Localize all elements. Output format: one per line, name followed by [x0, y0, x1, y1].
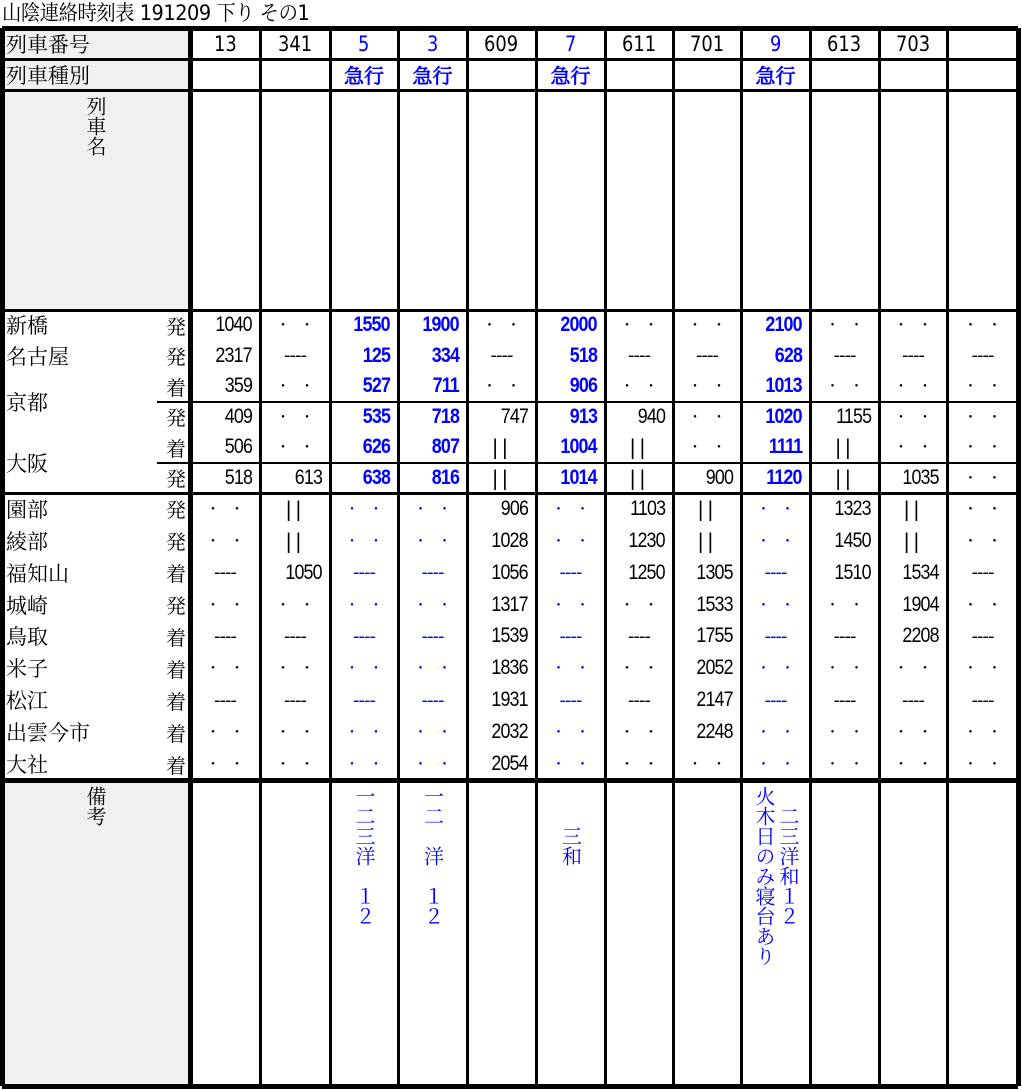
grid-line-v — [259, 28, 262, 1086]
grid-line-h — [2, 778, 1018, 783]
grid-line-h — [2, 26, 1018, 31]
not-stopping-mark: ・・ — [825, 661, 874, 678]
not-stopping-mark: ・・ — [276, 725, 324, 742]
pass-through-mark: || — [491, 465, 512, 490]
time-cell: 1020 — [765, 404, 802, 428]
pass-through-mark: || — [834, 435, 855, 460]
train-number: 9 — [769, 31, 782, 56]
not-stopping-mark: ・・ — [413, 597, 462, 614]
arr-dep-mark: 発 — [166, 498, 186, 523]
not-via-mark: ---- — [971, 562, 994, 584]
train-type — [810, 59, 879, 90]
not-stopping-mark: ・・ — [894, 725, 942, 742]
time-cell: 1056 — [491, 560, 528, 584]
not-stopping-mark: ・・ — [756, 501, 805, 518]
not-via-mark: ---- — [902, 689, 924, 711]
arr-dep-mark: 着 — [166, 753, 186, 778]
pass-through-mark: || — [629, 435, 649, 460]
not-stopping-mark: ・・ — [825, 757, 874, 774]
not-stopping-mark: ・・ — [276, 409, 324, 426]
not-stopping-mark: ・・ — [963, 757, 1012, 774]
pass-through-mark: || — [903, 496, 923, 521]
train-name-label: 列車名 — [83, 96, 107, 156]
not-via-mark: ---- — [628, 625, 650, 647]
not-stopping-mark: ・・ — [894, 379, 942, 396]
not-via-mark: ---- — [902, 345, 924, 367]
not-stopping-mark: ・・ — [894, 661, 942, 678]
time-cell: 506 — [224, 435, 252, 459]
not-via-mark: ---- — [971, 345, 994, 367]
not-stopping-mark: ・・ — [688, 379, 736, 396]
time-cell: 900 — [705, 465, 733, 489]
grid-line-v — [878, 28, 881, 1086]
station-name: 米子 — [6, 657, 48, 682]
not-via-mark: ---- — [559, 689, 582, 711]
not-stopping-mark: ・・ — [963, 409, 1012, 426]
not-stopping-mark: ・・ — [276, 318, 324, 335]
train-number-label: 列車番号 — [6, 32, 90, 57]
not-via-mark: ---- — [559, 562, 582, 584]
time-cell: 2317 — [215, 343, 252, 367]
train-remarks: 一二 洋 １２ — [420, 786, 445, 926]
not-stopping-mark: ・・ — [345, 501, 393, 518]
not-via-mark: ---- — [696, 345, 718, 367]
not-stopping-mark: ・・ — [276, 440, 324, 457]
not-stopping-mark: ・・ — [413, 725, 462, 742]
not-stopping-mark: ・・ — [963, 725, 1012, 742]
not-stopping-mark: ・・ — [276, 757, 324, 774]
not-stopping-mark: ・・ — [756, 533, 805, 550]
grid-line-h — [2, 58, 1018, 61]
arr-dep-mark: 発 — [166, 406, 186, 431]
not-stopping-mark: ・・ — [825, 597, 874, 614]
not-via-mark: ---- — [559, 625, 582, 647]
not-stopping-mark: ・・ — [963, 379, 1012, 396]
time-cell: 535 — [362, 404, 390, 428]
not-stopping-mark: ・・ — [551, 533, 600, 550]
grid-line-v — [329, 28, 332, 1086]
not-stopping-mark: ・・ — [825, 318, 874, 335]
time-cell: 1323 — [834, 496, 871, 520]
time-cell: 1155 — [836, 404, 871, 428]
train-number: 5 — [358, 31, 370, 56]
time-cell: 626 — [362, 435, 390, 459]
not-stopping-mark: ・・ — [963, 440, 1012, 457]
station-name: 大阪 — [6, 451, 48, 476]
time-cell: 711 — [432, 374, 459, 398]
not-stopping-mark: ・・ — [620, 757, 668, 774]
time-cell: 1111 — [768, 435, 802, 459]
station-name: 福知山 — [6, 561, 69, 586]
arr-dep-mark: 発 — [166, 345, 186, 370]
time-cell: 125 — [362, 343, 390, 367]
station-name: 京都 — [6, 390, 48, 415]
grid-line-v — [0, 28, 5, 1086]
time-cell: 718 — [431, 404, 459, 428]
not-stopping-mark: ・・ — [825, 725, 874, 742]
grid-line-h — [2, 1084, 1018, 1089]
not-stopping-mark: ・・ — [345, 533, 393, 550]
not-stopping-mark: ・・ — [825, 379, 874, 396]
grid-line-v — [604, 28, 607, 1086]
pass-through-mark: || — [629, 465, 649, 490]
time-cell: 518 — [569, 343, 597, 367]
time-cell: 1534 — [902, 560, 939, 584]
train-number: 7 — [564, 31, 577, 56]
train-number: 611 — [621, 31, 657, 56]
station-name: 綾部 — [6, 529, 48, 554]
time-cell: 906 — [569, 374, 597, 398]
not-stopping-mark: ・・ — [894, 440, 942, 457]
time-cell: 1510 — [834, 560, 871, 584]
train-number: 703 — [895, 31, 931, 56]
not-via-mark: ---- — [971, 689, 994, 711]
train-number: 701 — [689, 31, 725, 56]
time-cell: 2052 — [696, 656, 733, 680]
not-stopping-mark: ・・ — [276, 379, 324, 396]
station-name: 出雲今市 — [6, 721, 90, 746]
not-stopping-mark: ・・ — [963, 661, 1012, 678]
station-name: 大社 — [6, 753, 48, 778]
time-cell: 1120 — [766, 465, 802, 489]
grid-line-v — [809, 28, 812, 1086]
time-cell: 1230 — [628, 528, 665, 552]
time-cell: 1900 — [422, 313, 459, 337]
not-via-mark: ---- — [833, 345, 856, 367]
pass-through-mark: || — [834, 465, 855, 490]
time-cell: 1250 — [628, 560, 665, 584]
not-via-mark: ---- — [628, 689, 650, 711]
pass-through-mark: || — [285, 528, 305, 553]
arr-dep-mark: 着 — [166, 375, 186, 400]
not-stopping-mark: ・・ — [963, 501, 1012, 518]
train-type: 急行 — [550, 64, 591, 88]
time-cell: 2100 — [765, 313, 802, 337]
time-cell: 527 — [362, 374, 390, 398]
time-cell: 807 — [431, 435, 459, 459]
not-via-mark: ---- — [833, 689, 856, 711]
not-via-mark: ---- — [214, 625, 236, 647]
not-stopping-mark: ・・ — [756, 661, 805, 678]
time-cell: 1550 — [353, 313, 390, 337]
not-stopping-mark: ・・ — [482, 379, 531, 396]
not-stopping-mark: ・・ — [206, 661, 254, 678]
not-stopping-mark: ・・ — [620, 379, 668, 396]
not-stopping-mark: ・・ — [345, 725, 393, 742]
not-stopping-mark: ・・ — [345, 597, 393, 614]
grid-line-h — [2, 89, 1018, 92]
not-via-mark: ---- — [353, 689, 375, 711]
train-number: 13 — [213, 31, 237, 56]
not-via-mark: ---- — [764, 689, 787, 711]
time-cell: 2054 — [491, 752, 528, 776]
not-stopping-mark: ・・ — [894, 318, 942, 335]
not-stopping-mark: ・・ — [551, 725, 600, 742]
not-stopping-mark: ・・ — [688, 318, 736, 335]
arr-dep-mark: 発 — [166, 467, 186, 492]
remarks-label: 備考 — [83, 786, 107, 826]
pass-through-mark: || — [697, 528, 717, 553]
not-via-mark: ---- — [490, 345, 513, 367]
train-remarks: 二三洋和１２ — [776, 786, 800, 926]
not-stopping-mark: ・・ — [894, 409, 942, 426]
time-cell: 2248 — [696, 720, 733, 744]
not-stopping-mark: ・・ — [413, 533, 462, 550]
time-cell: 1450 — [834, 528, 871, 552]
grid-line-h — [2, 309, 1018, 312]
train-number: 3 — [426, 31, 439, 56]
train-type — [947, 59, 1018, 90]
not-stopping-mark: ・・ — [206, 597, 254, 614]
not-via-mark: ---- — [284, 625, 306, 647]
train-number: 609 — [484, 31, 519, 56]
train-type — [879, 59, 947, 90]
not-stopping-mark: ・・ — [551, 597, 600, 614]
time-cell: 1035 — [902, 465, 939, 489]
not-stopping-mark: ・・ — [963, 597, 1012, 614]
train-type — [260, 59, 330, 90]
grid-line-h — [157, 462, 1018, 464]
not-stopping-mark: ・・ — [206, 501, 254, 518]
station-name: 新橋 — [6, 314, 48, 339]
time-cell: 1904 — [902, 592, 939, 616]
train-type — [190, 59, 260, 90]
not-via-mark: ---- — [421, 562, 444, 584]
time-cell: 1040 — [215, 313, 252, 337]
arr-dep-mark: 着 — [166, 436, 186, 461]
not-stopping-mark: ・・ — [894, 757, 942, 774]
arr-dep-mark: 発 — [166, 314, 186, 339]
not-stopping-mark: ・・ — [551, 757, 600, 774]
station-name: 城崎 — [6, 593, 48, 618]
not-stopping-mark: ・・ — [963, 533, 1012, 550]
arr-dep-mark: 発 — [166, 594, 186, 619]
grid-line-v — [672, 28, 675, 1086]
time-cell: 906 — [500, 496, 528, 520]
time-cell: 1028 — [491, 528, 528, 552]
not-stopping-mark: ・・ — [963, 470, 1012, 487]
not-stopping-mark: ・・ — [620, 661, 668, 678]
not-stopping-mark: ・・ — [963, 318, 1012, 335]
train-number — [947, 28, 1018, 59]
time-cell: 359 — [224, 374, 252, 398]
train-number: 341 — [277, 31, 313, 56]
station-name: 鳥取 — [6, 625, 48, 650]
not-stopping-mark: ・・ — [276, 661, 324, 678]
train-type — [605, 59, 673, 90]
train-type: 急行 — [412, 64, 453, 88]
not-via-mark: ---- — [833, 625, 856, 647]
time-cell: 1539 — [491, 624, 528, 648]
train-remarks: 一二三洋 １２ — [352, 786, 376, 926]
pass-through-mark: || — [285, 496, 305, 521]
timetable-grid — [2, 28, 1018, 1086]
not-via-mark: ---- — [353, 562, 375, 584]
not-stopping-mark: ・・ — [206, 725, 254, 742]
train-type: 急行 — [755, 64, 796, 88]
time-cell: 1014 — [560, 465, 597, 489]
time-cell: 1931 — [491, 688, 528, 712]
time-cell: 2000 — [560, 313, 597, 337]
time-cell: 1836 — [491, 656, 528, 680]
not-via-mark: ---- — [284, 689, 306, 711]
time-cell: 1317 — [491, 592, 528, 616]
train-type-label: 列車種別 — [6, 63, 90, 88]
train-type — [467, 59, 536, 90]
not-stopping-mark: ・・ — [756, 725, 805, 742]
time-cell: 940 — [637, 404, 665, 428]
not-stopping-mark: ・・ — [206, 757, 254, 774]
time-cell: 1103 — [630, 496, 665, 520]
time-cell: 2032 — [491, 720, 528, 744]
time-cell: 1050 — [285, 560, 322, 584]
arr-dep-mark: 着 — [166, 689, 186, 714]
arr-dep-mark: 着 — [166, 721, 186, 746]
not-stopping-mark: ・・ — [756, 597, 805, 614]
time-cell: 747 — [500, 404, 528, 428]
grid-line-v — [397, 28, 400, 1086]
not-stopping-mark: ・・ — [413, 501, 462, 518]
train-type — [673, 59, 741, 90]
pass-through-mark: || — [491, 435, 512, 460]
time-cell: 913 — [569, 404, 597, 428]
grid-line-h — [157, 401, 1018, 403]
not-stopping-mark: ・・ — [345, 757, 393, 774]
grid-line-v — [740, 28, 743, 1086]
not-stopping-mark: ・・ — [620, 318, 668, 335]
time-cell: 613 — [294, 465, 322, 489]
pass-through-mark: || — [697, 496, 717, 521]
time-cell: 628 — [774, 343, 802, 367]
train-remarks: 火木日のみ寝台あり — [752, 786, 776, 966]
time-cell: 1013 — [765, 374, 802, 398]
train-remarks: 三和 — [558, 786, 583, 866]
time-cell: 638 — [362, 465, 390, 489]
not-via-mark: ---- — [764, 625, 787, 647]
grid-line-h — [2, 492, 1018, 495]
not-stopping-mark: ・・ — [413, 757, 462, 774]
grid-line-v — [188, 28, 193, 1086]
grid-line-v — [946, 28, 949, 1086]
not-stopping-mark: ・・ — [413, 661, 462, 678]
time-cell: 2147 — [696, 688, 733, 712]
grid-line-v — [535, 28, 538, 1086]
not-via-mark: ---- — [214, 562, 236, 584]
train-number: 613 — [827, 31, 862, 56]
time-cell: 816 — [431, 465, 459, 489]
arr-dep-mark: 着 — [166, 657, 186, 682]
arr-dep-mark: 着 — [166, 562, 186, 587]
time-cell: 334 — [431, 343, 459, 367]
station-name: 松江 — [6, 689, 48, 714]
arr-dep-mark: 着 — [166, 625, 186, 650]
not-via-mark: ---- — [353, 625, 375, 647]
not-via-mark: ---- — [628, 345, 650, 367]
station-name: 園部 — [6, 497, 48, 522]
not-stopping-mark: ・・ — [688, 409, 736, 426]
grid-line-v — [1016, 28, 1021, 1086]
station-name: 名古屋 — [6, 344, 69, 369]
grid-line-v — [466, 28, 469, 1086]
not-via-mark: ---- — [971, 625, 994, 647]
not-stopping-mark: ・・ — [688, 757, 736, 774]
page-title: 山陰連絡時刻表 191209 下り その1 — [2, 1, 310, 25]
time-cell: 1305 — [696, 560, 733, 584]
train-type: 急行 — [344, 64, 384, 88]
pass-through-mark: || — [903, 528, 923, 553]
not-stopping-mark: ・・ — [620, 597, 668, 614]
time-cell: 1533 — [696, 592, 733, 616]
time-cell: 1755 — [696, 624, 733, 648]
not-via-mark: ---- — [214, 689, 236, 711]
time-cell: 1004 — [560, 435, 597, 459]
not-stopping-mark: ・・ — [756, 757, 805, 774]
not-stopping-mark: ・・ — [551, 501, 600, 518]
not-stopping-mark: ・・ — [206, 533, 254, 550]
not-via-mark: ---- — [421, 625, 444, 647]
not-via-mark: ---- — [764, 562, 787, 584]
time-cell: 2208 — [902, 624, 939, 648]
not-stopping-mark: ・・ — [276, 597, 324, 614]
not-via-mark: ---- — [284, 345, 306, 367]
not-stopping-mark: ・・ — [620, 725, 668, 742]
not-stopping-mark: ・・ — [482, 318, 531, 335]
not-stopping-mark: ・・ — [551, 661, 600, 678]
not-stopping-mark: ・・ — [345, 661, 393, 678]
arr-dep-mark: 発 — [166, 530, 186, 555]
not-stopping-mark: ・・ — [688, 440, 736, 457]
time-cell: 409 — [224, 404, 252, 428]
time-cell: 518 — [224, 465, 252, 489]
not-via-mark: ---- — [421, 689, 444, 711]
